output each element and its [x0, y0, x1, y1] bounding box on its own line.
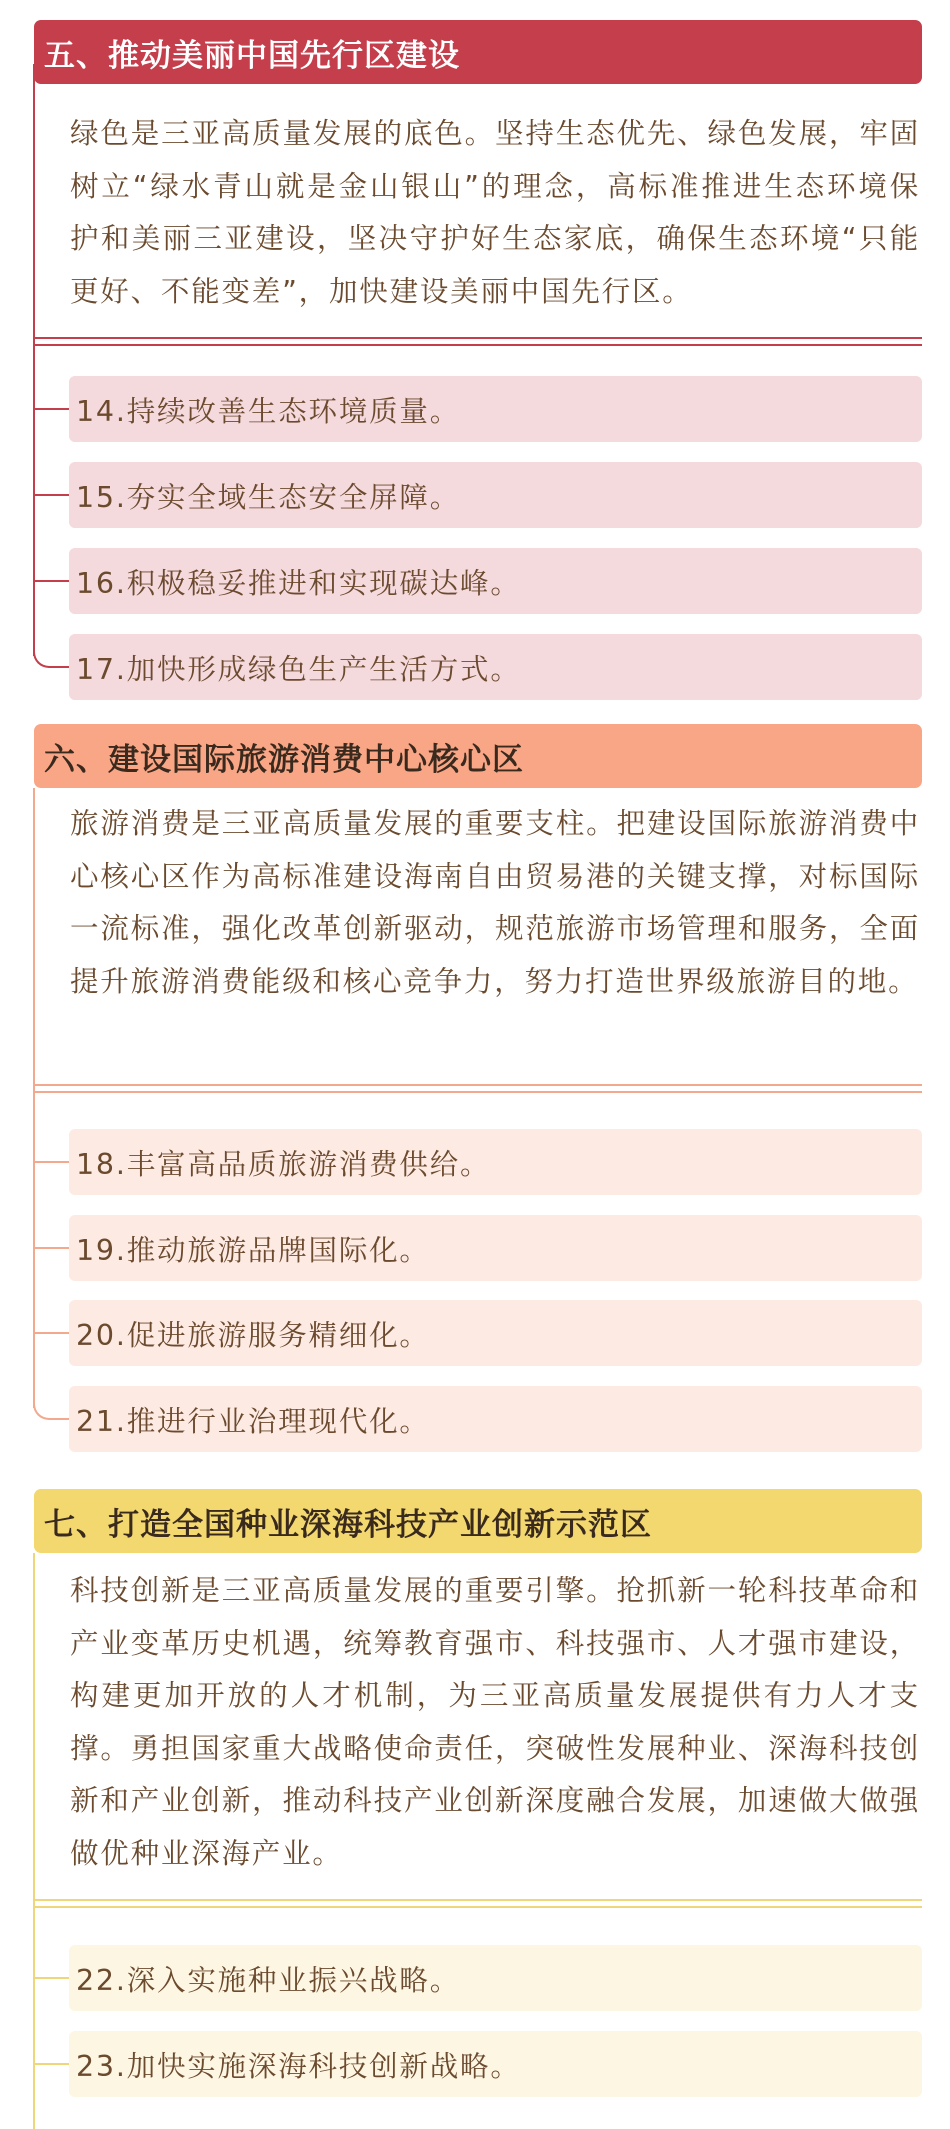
list-item: 23.加快实施深海科技创新战略。	[69, 2031, 922, 2097]
item-connector	[33, 1977, 69, 1979]
section-7-title: 七、打造全国种业深海科技产业创新示范区	[34, 1489, 922, 1553]
section-6-paragraph: 旅游消费是三亚高质量发展的重要支柱。把建设国际旅游消费中心核心区作为高标准建设海南自由贸易港的关键支撑，对标国际一流标准，强化改革创新驱动，规范旅游市场管理和服务，全面提升旅游消费能级和核心竞争力，努力打造世界级旅游目的地。	[70, 807, 920, 998]
list-item: 17.加快形成绿色生产生活方式。	[69, 634, 922, 700]
list-item: 16.积极稳妥推进和实现碳达峰。	[69, 548, 922, 614]
list-item: 20.促进旅游服务精细化。	[69, 1300, 922, 1366]
list-item: 19.推动旅游品牌国际化。	[69, 1215, 922, 1281]
list-item: 15.夯实全域生态安全屏障。	[69, 462, 922, 528]
section-7-timeline	[33, 1553, 35, 2129]
section-6-title: 六、建设国际旅游消费中心核心区	[34, 724, 922, 788]
section-5-paragraph: 绿色是三亚高质量发展的底色。坚持生态优先、绿色发展，牢固树立“绿水青山就是金山银山”的理念，高标准推进生态环境保护和美丽三亚建设，坚决守护好生态家底，确保生态环境“只能更好、不能变差”，加快建设美丽中国先行区。	[70, 117, 920, 308]
list-item: 22.深入实施种业振兴战略。	[69, 1945, 922, 2011]
list-item: 18.丰富高品质旅游消费供给。	[69, 1129, 922, 1195]
section-5-title: 五、推动美丽中国先行区建设	[34, 20, 922, 84]
item-connector	[33, 2063, 69, 2065]
section-7-divider	[34, 1906, 922, 1908]
list-item: 21.推进行业治理现代化。	[69, 1386, 922, 1452]
list-item: 14.持续改善生态环境质量。	[69, 376, 922, 442]
section-7-divider	[34, 1899, 922, 1901]
section-7-paragraph: 科技创新是三亚高质量发展的重要引擎。抢抓新一轮科技革命和产业变革历史机遇，统筹教育强市、科技强市、人才强市建设，构建更加开放的人才机制，为三亚高质量发展提供有力人才支撑。勇担国家重大战略使命责任，突破性发展种业、深海科技创新和产业创新，推动科技产业创新深度融合发展，加速做大做强做优种业深海产业。	[70, 1574, 920, 1870]
